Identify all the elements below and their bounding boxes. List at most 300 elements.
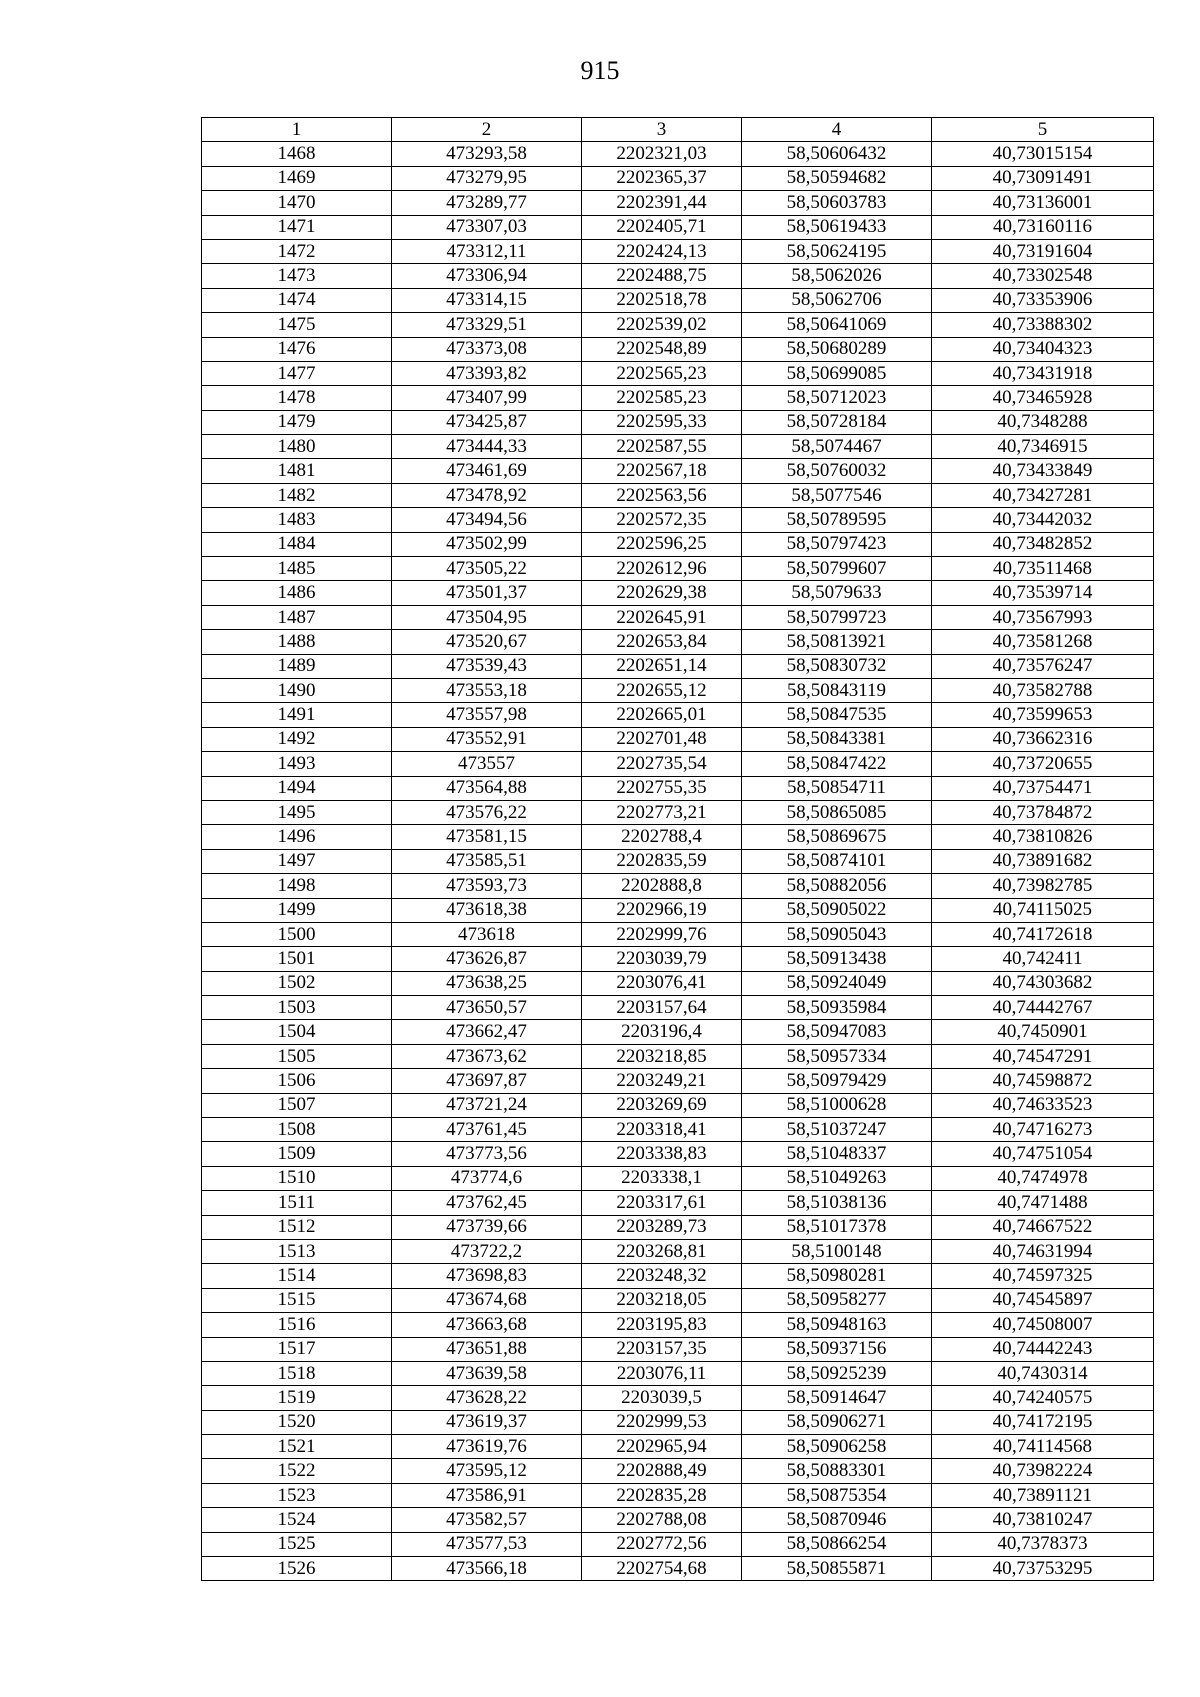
- point-number-cell: 1492: [202, 727, 392, 751]
- point-number-cell: 1525: [202, 1532, 392, 1556]
- latitude-cell: 58,50760032: [742, 459, 932, 483]
- point-number-cell: 1470: [202, 191, 392, 215]
- table-row: [202, 1044, 1154, 1068]
- latitude-cell: 58,50854711: [742, 776, 932, 800]
- latitude-cell: 58,50937156: [742, 1337, 932, 1361]
- latitude-cell: 58,50799723: [742, 605, 932, 629]
- latitude-cell: 58,50619433: [742, 215, 932, 239]
- latitude-cell: 58,5062706: [742, 288, 932, 312]
- longitude-cell: 40,74631994: [932, 1239, 1154, 1263]
- x-coordinate-cell: 473373,08: [392, 337, 582, 361]
- latitude-cell: 58,50906271: [742, 1410, 932, 1434]
- y-coordinate-cell: 2202773,21: [582, 800, 742, 824]
- latitude-cell: 58,50913438: [742, 947, 932, 971]
- x-coordinate-cell: 473444,33: [392, 435, 582, 459]
- longitude-cell: 40,74240575: [932, 1386, 1154, 1410]
- table-row: [202, 239, 1154, 263]
- x-coordinate-cell: 473306,94: [392, 264, 582, 288]
- table-row: [202, 1337, 1154, 1361]
- latitude-cell: 58,50905022: [742, 898, 932, 922]
- y-coordinate-cell: 2202424,13: [582, 239, 742, 263]
- point-number-cell: 1499: [202, 898, 392, 922]
- latitude-cell: 58,51017378: [742, 1215, 932, 1239]
- x-coordinate-cell: 473618,38: [392, 898, 582, 922]
- table-row: [202, 191, 1154, 215]
- table-row: [202, 605, 1154, 629]
- coordinates-table: [201, 117, 1154, 1581]
- y-coordinate-cell: 2203317,61: [582, 1191, 742, 1215]
- x-coordinate-cell: 473393,82: [392, 361, 582, 385]
- table-row: [202, 1532, 1154, 1556]
- x-coordinate-cell: 473585,51: [392, 849, 582, 873]
- y-coordinate-cell: 2202835,59: [582, 849, 742, 873]
- longitude-cell: 40,74751054: [932, 1142, 1154, 1166]
- y-coordinate-cell: 2203195,83: [582, 1313, 742, 1337]
- latitude-cell: 58,50843381: [742, 727, 932, 751]
- table-row: [202, 337, 1154, 361]
- latitude-cell: 58,50914647: [742, 1386, 932, 1410]
- x-coordinate-cell: 473557: [392, 752, 582, 776]
- latitude-cell: 58,50883301: [742, 1459, 932, 1483]
- table-row: [202, 410, 1154, 434]
- point-number-cell: 1489: [202, 654, 392, 678]
- table-row: [202, 313, 1154, 337]
- table-row: [202, 1020, 1154, 1044]
- point-number-cell: 1495: [202, 800, 392, 824]
- table-row: [202, 776, 1154, 800]
- x-coordinate-cell: 473581,15: [392, 825, 582, 849]
- longitude-cell: 40,74598872: [932, 1069, 1154, 1093]
- point-number-cell: 1498: [202, 874, 392, 898]
- table-row: [202, 727, 1154, 751]
- table-row: [202, 215, 1154, 239]
- latitude-cell: 58,5074467: [742, 435, 932, 459]
- point-number-cell: 1521: [202, 1435, 392, 1459]
- y-coordinate-cell: 2202653,84: [582, 630, 742, 654]
- y-coordinate-cell: 2203269,69: [582, 1093, 742, 1117]
- table-row: [202, 264, 1154, 288]
- longitude-cell: 40,73091491: [932, 166, 1154, 190]
- latitude-cell: 58,50728184: [742, 410, 932, 434]
- header-cell: 4: [742, 118, 932, 142]
- x-coordinate-cell: 473505,22: [392, 557, 582, 581]
- header-cell: 5: [932, 118, 1154, 142]
- x-coordinate-cell: 473279,95: [392, 166, 582, 190]
- latitude-cell: 58,50925239: [742, 1361, 932, 1385]
- table-row: [202, 1483, 1154, 1507]
- x-coordinate-cell: 473582,57: [392, 1508, 582, 1532]
- point-number-cell: 1496: [202, 825, 392, 849]
- table-row: [202, 508, 1154, 532]
- latitude-cell: 58,50980281: [742, 1264, 932, 1288]
- longitude-cell: 40,73754471: [932, 776, 1154, 800]
- latitude-cell: 58,50869675: [742, 825, 932, 849]
- table-row: [202, 800, 1154, 824]
- x-coordinate-cell: 473673,62: [392, 1044, 582, 1068]
- y-coordinate-cell: 2202665,01: [582, 703, 742, 727]
- y-coordinate-cell: 2203318,41: [582, 1118, 742, 1142]
- latitude-cell: 58,51049263: [742, 1166, 932, 1190]
- x-coordinate-cell: 473312,11: [392, 239, 582, 263]
- x-coordinate-cell: 473539,43: [392, 654, 582, 678]
- x-coordinate-cell: 473425,87: [392, 410, 582, 434]
- longitude-cell: 40,74508007: [932, 1313, 1154, 1337]
- latitude-cell: 58,50866254: [742, 1532, 932, 1556]
- latitude-cell: 58,5062026: [742, 264, 932, 288]
- point-number-cell: 1469: [202, 166, 392, 190]
- x-coordinate-cell: 473628,22: [392, 1386, 582, 1410]
- table-row: [202, 678, 1154, 702]
- point-number-cell: 1510: [202, 1166, 392, 1190]
- longitude-cell: 40,7474978: [932, 1166, 1154, 1190]
- y-coordinate-cell: 2202966,19: [582, 898, 742, 922]
- point-number-cell: 1512: [202, 1215, 392, 1239]
- point-number-cell: 1502: [202, 971, 392, 995]
- x-coordinate-cell: 473501,37: [392, 581, 582, 605]
- x-coordinate-cell: 473564,88: [392, 776, 582, 800]
- y-coordinate-cell: 2203289,73: [582, 1215, 742, 1239]
- point-number-cell: 1484: [202, 532, 392, 556]
- longitude-cell: 40,74667522: [932, 1215, 1154, 1239]
- latitude-cell: 58,50797423: [742, 532, 932, 556]
- longitude-cell: 40,73160116: [932, 215, 1154, 239]
- table-header: [202, 118, 1154, 142]
- longitude-cell: 40,73353906: [932, 288, 1154, 312]
- point-number-cell: 1504: [202, 1020, 392, 1044]
- x-coordinate-cell: 473557,98: [392, 703, 582, 727]
- latitude-cell: 58,50699085: [742, 361, 932, 385]
- x-coordinate-cell: 473289,77: [392, 191, 582, 215]
- x-coordinate-cell: 473739,66: [392, 1215, 582, 1239]
- y-coordinate-cell: 2203076,41: [582, 971, 742, 995]
- table-row: [202, 483, 1154, 507]
- latitude-cell: 58,50948163: [742, 1313, 932, 1337]
- point-number-cell: 1514: [202, 1264, 392, 1288]
- latitude-cell: 58,50865085: [742, 800, 932, 824]
- longitude-cell: 40,74303682: [932, 971, 1154, 995]
- longitude-cell: 40,74597325: [932, 1264, 1154, 1288]
- longitude-cell: 40,74115025: [932, 898, 1154, 922]
- longitude-cell: 40,73810247: [932, 1508, 1154, 1532]
- latitude-cell: 58,50789595: [742, 508, 932, 532]
- longitude-cell: 40,73433849: [932, 459, 1154, 483]
- point-number-cell: 1522: [202, 1459, 392, 1483]
- point-number-cell: 1509: [202, 1142, 392, 1166]
- longitude-cell: 40,73662316: [932, 727, 1154, 751]
- table-row: [202, 874, 1154, 898]
- longitude-cell: 40,73753295: [932, 1557, 1154, 1581]
- x-coordinate-cell: 473650,57: [392, 996, 582, 1020]
- table-row: [202, 1093, 1154, 1117]
- longitude-cell: 40,73465928: [932, 386, 1154, 410]
- point-number-cell: 1473: [202, 264, 392, 288]
- latitude-cell: 58,50958277: [742, 1288, 932, 1312]
- longitude-cell: 40,74547291: [932, 1044, 1154, 1068]
- x-coordinate-cell: 473595,12: [392, 1459, 582, 1483]
- x-coordinate-cell: 473619,37: [392, 1410, 582, 1434]
- y-coordinate-cell: 2202565,23: [582, 361, 742, 385]
- y-coordinate-cell: 2203076,11: [582, 1361, 742, 1385]
- y-coordinate-cell: 2202772,56: [582, 1532, 742, 1556]
- latitude-cell: 58,50979429: [742, 1069, 932, 1093]
- page-number: 915: [580, 56, 620, 85]
- table-row: [202, 288, 1154, 312]
- y-coordinate-cell: 2202788,4: [582, 825, 742, 849]
- longitude-cell: 40,73404323: [932, 337, 1154, 361]
- table-row: [202, 142, 1154, 166]
- point-number-cell: 1494: [202, 776, 392, 800]
- longitude-cell: 40,73136001: [932, 191, 1154, 215]
- latitude-cell: 58,50874101: [742, 849, 932, 873]
- table-row: [202, 1118, 1154, 1142]
- y-coordinate-cell: 2202701,48: [582, 727, 742, 751]
- longitude-cell: 40,7348288: [932, 410, 1154, 434]
- y-coordinate-cell: 2202321,03: [582, 142, 742, 166]
- y-coordinate-cell: 2202596,25: [582, 532, 742, 556]
- x-coordinate-cell: 473494,56: [392, 508, 582, 532]
- table-row: [202, 1239, 1154, 1263]
- y-coordinate-cell: 2203268,81: [582, 1239, 742, 1263]
- y-coordinate-cell: 2202539,02: [582, 313, 742, 337]
- table-row: [202, 1069, 1154, 1093]
- y-coordinate-cell: 2202488,75: [582, 264, 742, 288]
- x-coordinate-cell: 473520,67: [392, 630, 582, 654]
- table-row: [202, 1215, 1154, 1239]
- table-row: [202, 1288, 1154, 1312]
- point-number-cell: 1500: [202, 922, 392, 946]
- longitude-cell: 40,73427281: [932, 483, 1154, 507]
- point-number-cell: 1477: [202, 361, 392, 385]
- point-number-cell: 1518: [202, 1361, 392, 1385]
- y-coordinate-cell: 2202788,08: [582, 1508, 742, 1532]
- latitude-cell: 58,50641069: [742, 313, 932, 337]
- point-number-cell: 1472: [202, 239, 392, 263]
- y-coordinate-cell: 2202651,14: [582, 654, 742, 678]
- y-coordinate-cell: 2203039,5: [582, 1386, 742, 1410]
- longitude-cell: 40,73581268: [932, 630, 1154, 654]
- latitude-cell: 58,50830732: [742, 654, 932, 678]
- y-coordinate-cell: 2202567,18: [582, 459, 742, 483]
- latitude-cell: 58,50870946: [742, 1508, 932, 1532]
- point-number-cell: 1520: [202, 1410, 392, 1434]
- longitude-cell: 40,73810826: [932, 825, 1154, 849]
- x-coordinate-cell: 473293,58: [392, 142, 582, 166]
- y-coordinate-cell: 2203157,64: [582, 996, 742, 1020]
- latitude-cell: 58,50947083: [742, 1020, 932, 1044]
- table-row: [202, 1313, 1154, 1337]
- longitude-cell: 40,73431918: [932, 361, 1154, 385]
- x-coordinate-cell: 473722,2: [392, 1239, 582, 1263]
- point-number-cell: 1479: [202, 410, 392, 434]
- longitude-cell: 40,73539714: [932, 581, 1154, 605]
- y-coordinate-cell: 2202888,8: [582, 874, 742, 898]
- latitude-cell: 58,50957334: [742, 1044, 932, 1068]
- table-row: [202, 898, 1154, 922]
- table-row: [202, 825, 1154, 849]
- y-coordinate-cell: 2202999,53: [582, 1410, 742, 1434]
- x-coordinate-cell: 473553,18: [392, 678, 582, 702]
- point-number-cell: 1505: [202, 1044, 392, 1068]
- point-number-cell: 1523: [202, 1483, 392, 1507]
- table-row: [202, 752, 1154, 776]
- point-number-cell: 1471: [202, 215, 392, 239]
- longitude-cell: 40,73720655: [932, 752, 1154, 776]
- point-number-cell: 1519: [202, 1386, 392, 1410]
- point-number-cell: 1474: [202, 288, 392, 312]
- y-coordinate-cell: 2202595,33: [582, 410, 742, 434]
- x-coordinate-cell: 473314,15: [392, 288, 582, 312]
- longitude-cell: 40,73576247: [932, 654, 1154, 678]
- point-number-cell: 1508: [202, 1118, 392, 1142]
- table-row: [202, 703, 1154, 727]
- latitude-cell: 58,51037247: [742, 1118, 932, 1142]
- point-number-cell: 1493: [202, 752, 392, 776]
- longitude-cell: 40,74172618: [932, 922, 1154, 946]
- table-row: [202, 557, 1154, 581]
- table-row: [202, 1361, 1154, 1385]
- longitude-cell: 40,74633523: [932, 1093, 1154, 1117]
- point-number-cell: 1501: [202, 947, 392, 971]
- table-row: [202, 532, 1154, 556]
- longitude-cell: 40,73599653: [932, 703, 1154, 727]
- longitude-cell: 40,73982224: [932, 1459, 1154, 1483]
- latitude-cell: 58,50882056: [742, 874, 932, 898]
- latitude-cell: 58,51048337: [742, 1142, 932, 1166]
- point-number-cell: 1513: [202, 1239, 392, 1263]
- point-number-cell: 1526: [202, 1557, 392, 1581]
- point-number-cell: 1486: [202, 581, 392, 605]
- x-coordinate-cell: 473407,99: [392, 386, 582, 410]
- latitude-cell: 58,50624195: [742, 239, 932, 263]
- longitude-cell: 40,7346915: [932, 435, 1154, 459]
- x-coordinate-cell: 473577,53: [392, 1532, 582, 1556]
- x-coordinate-cell: 473593,73: [392, 874, 582, 898]
- y-coordinate-cell: 2202585,23: [582, 386, 742, 410]
- table-row: [202, 996, 1154, 1020]
- longitude-cell: 40,73482852: [932, 532, 1154, 556]
- x-coordinate-cell: 473504,95: [392, 605, 582, 629]
- table-row: [202, 654, 1154, 678]
- y-coordinate-cell: 2202735,54: [582, 752, 742, 776]
- longitude-cell: 40,73511468: [932, 557, 1154, 581]
- y-coordinate-cell: 2202755,35: [582, 776, 742, 800]
- point-number-cell: 1515: [202, 1288, 392, 1312]
- x-coordinate-cell: 473618: [392, 922, 582, 946]
- longitude-cell: 40,74442243: [932, 1337, 1154, 1361]
- x-coordinate-cell: 473478,92: [392, 483, 582, 507]
- latitude-cell: 58,50680289: [742, 337, 932, 361]
- x-coordinate-cell: 473626,87: [392, 947, 582, 971]
- x-coordinate-cell: 473698,83: [392, 1264, 582, 1288]
- y-coordinate-cell: 2202572,35: [582, 508, 742, 532]
- y-coordinate-cell: 2202965,94: [582, 1435, 742, 1459]
- x-coordinate-cell: 473638,25: [392, 971, 582, 995]
- point-number-cell: 1516: [202, 1313, 392, 1337]
- table-row: [202, 386, 1154, 410]
- table-body: [202, 142, 1154, 1581]
- y-coordinate-cell: 2202405,71: [582, 215, 742, 239]
- y-coordinate-cell: 2203218,05: [582, 1288, 742, 1312]
- y-coordinate-cell: 2202612,96: [582, 557, 742, 581]
- table-row: [202, 1264, 1154, 1288]
- x-coordinate-cell: 473552,91: [392, 727, 582, 751]
- x-coordinate-cell: 473586,91: [392, 1483, 582, 1507]
- latitude-cell: 58,50712023: [742, 386, 932, 410]
- y-coordinate-cell: 2202835,28: [582, 1483, 742, 1507]
- longitude-cell: 40,73015154: [932, 142, 1154, 166]
- x-coordinate-cell: 473639,58: [392, 1361, 582, 1385]
- longitude-cell: 40,73784872: [932, 800, 1154, 824]
- y-coordinate-cell: 2202754,68: [582, 1557, 742, 1581]
- table-row: [202, 630, 1154, 654]
- point-number-cell: 1488: [202, 630, 392, 654]
- latitude-cell: 58,50875354: [742, 1483, 932, 1507]
- y-coordinate-cell: 2203249,21: [582, 1069, 742, 1093]
- table-row: [202, 581, 1154, 605]
- longitude-cell: 40,7471488: [932, 1191, 1154, 1215]
- x-coordinate-cell: 473329,51: [392, 313, 582, 337]
- header-row: [202, 118, 1154, 142]
- x-coordinate-cell: 473619,76: [392, 1435, 582, 1459]
- y-coordinate-cell: 2202391,44: [582, 191, 742, 215]
- latitude-cell: 58,50935984: [742, 996, 932, 1020]
- table-row: [202, 166, 1154, 190]
- x-coordinate-cell: 473773,56: [392, 1142, 582, 1166]
- longitude-cell: 40,742411: [932, 947, 1154, 971]
- y-coordinate-cell: 2203338,1: [582, 1166, 742, 1190]
- y-coordinate-cell: 2202655,12: [582, 678, 742, 702]
- y-coordinate-cell: 2203218,85: [582, 1044, 742, 1068]
- point-number-cell: 1483: [202, 508, 392, 532]
- table-row: [202, 1191, 1154, 1215]
- y-coordinate-cell: 2202999,76: [582, 922, 742, 946]
- point-number-cell: 1511: [202, 1191, 392, 1215]
- y-coordinate-cell: 2202629,38: [582, 581, 742, 605]
- table-row: [202, 849, 1154, 873]
- point-number-cell: 1480: [202, 435, 392, 459]
- x-coordinate-cell: 473774,6: [392, 1166, 582, 1190]
- point-number-cell: 1487: [202, 605, 392, 629]
- x-coordinate-cell: 473697,87: [392, 1069, 582, 1093]
- y-coordinate-cell: 2202587,55: [582, 435, 742, 459]
- latitude-cell: 58,50603783: [742, 191, 932, 215]
- longitude-cell: 40,73982785: [932, 874, 1154, 898]
- longitude-cell: 40,73191604: [932, 239, 1154, 263]
- longitude-cell: 40,73582788: [932, 678, 1154, 702]
- longitude-cell: 40,74172195: [932, 1410, 1154, 1434]
- x-coordinate-cell: 473662,47: [392, 1020, 582, 1044]
- table-row: [202, 435, 1154, 459]
- table-row: [202, 1459, 1154, 1483]
- header-cell: 1: [202, 118, 392, 142]
- point-number-cell: 1482: [202, 483, 392, 507]
- longitude-cell: 40,73302548: [932, 264, 1154, 288]
- latitude-cell: 58,5077546: [742, 483, 932, 507]
- point-number-cell: 1517: [202, 1337, 392, 1361]
- latitude-cell: 58,50594682: [742, 166, 932, 190]
- y-coordinate-cell: 2203248,32: [582, 1264, 742, 1288]
- table-row: [202, 1166, 1154, 1190]
- x-coordinate-cell: 473651,88: [392, 1337, 582, 1361]
- x-coordinate-cell: 473762,45: [392, 1191, 582, 1215]
- x-coordinate-cell: 473566,18: [392, 1557, 582, 1581]
- table-row: [202, 1557, 1154, 1581]
- longitude-cell: 40,7378373: [932, 1532, 1154, 1556]
- table-row: [202, 1410, 1154, 1434]
- latitude-cell: 58,51000628: [742, 1093, 932, 1117]
- y-coordinate-cell: 2202563,56: [582, 483, 742, 507]
- y-coordinate-cell: 2203157,35: [582, 1337, 742, 1361]
